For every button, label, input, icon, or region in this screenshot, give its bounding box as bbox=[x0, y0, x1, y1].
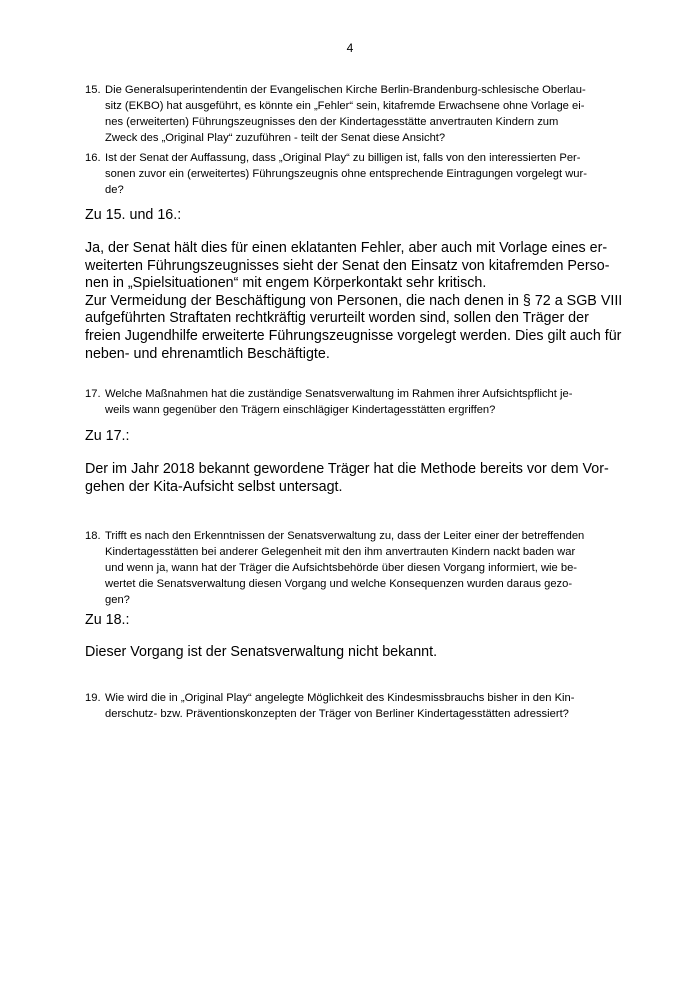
page-number: 4 bbox=[346, 41, 354, 55]
answer-line: freien Jugendhilfe erweiterte Führungszeugnisse vorgelegt werden. Dies gilt auch für bbox=[85, 328, 622, 344]
question-number: 16. bbox=[85, 152, 101, 164]
question-line: Welche Maßnahmen hat die zuständige Senatsverwaltung im Rahmen ihrer Aufsichtspflicht je- bbox=[105, 388, 573, 400]
question-line: Die Generalsuperintendentin der Evangelischen Kirche Berlin-Brandenburg-schlesische Oberlau- bbox=[105, 84, 586, 96]
answer-heading-17: Zu 17.: bbox=[85, 428, 130, 444]
question-line: sonen zuvor ein (erweitertes) Führungszeugnis ohne entsprechende Eintragungen vorgelegt wur- bbox=[105, 168, 587, 180]
question-line: und wenn ja, wann hat der Träger die Aufsichtsbehörde über diesen Vorgang informiert, wie be- bbox=[105, 562, 578, 574]
answer-line: Dieser Vorgang ist der Senatsverwaltung nicht bekannt. bbox=[85, 644, 438, 660]
question-line: wertet die Senatsverwaltung diesen Vorgang und welche Konsequenzen wurden daraus gezo- bbox=[105, 578, 573, 590]
answer-line: neben- und ehrenamtlich Beschäftigte. bbox=[85, 345, 330, 362]
question-line: Trifft es nach den Erkenntnissen der Senatsverwaltung zu, dass der Leiter einer der betreffenden bbox=[105, 530, 585, 542]
question-line: Kindertagesstätten bei anderer Gelegenheit mit den ihm anvertrauten Kindern nackt baden war bbox=[105, 546, 576, 558]
question-number: 15. bbox=[85, 84, 101, 96]
question-line: gen? bbox=[105, 594, 130, 606]
question-line: de? bbox=[105, 184, 124, 196]
question-line: Wie wird die in „Original Play“ angelegte Möglichkeit des Kindesmissbrauchs bisher in den Kin- bbox=[105, 692, 575, 704]
question-line: Zweck des „Original Play“ zuzuführen - teilt der Senat diese Ansicht? bbox=[105, 132, 446, 144]
question-line: weils wann gegenüber den Trägern einschlägiger Kindertagesstätten ergriffen? bbox=[105, 404, 496, 416]
question-line: Ist der Senat der Auffassung, dass „Original Play“ zu billigen ist, falls von den interessierten Per- bbox=[105, 152, 581, 164]
answer-heading-18: Zu 18.: bbox=[85, 612, 130, 628]
answer-line: aufgeführten Straftaten rechtkräftig verurteilt worden sind, sollen den Träger der bbox=[85, 310, 589, 327]
question-number: 19. bbox=[85, 692, 101, 704]
question-line: derschutz- bzw. Präventionskonzepten der Träger von Berliner Kindertagesstätten adressiert? bbox=[105, 708, 569, 720]
question-number: 18. bbox=[85, 530, 101, 542]
answer-line: Ja, der Senat hält dies für einen eklatanten Fehler, aber auch mit Vorlage eines er- bbox=[85, 240, 608, 256]
answer-line: Zur Vermeidung der Beschäftigung von Personen, die nach denen in § 72 a SGB VIII bbox=[85, 292, 623, 309]
answer-line: Der im Jahr 2018 bekannt gewordene Träger hat die Methode bereits vor dem Vor- bbox=[85, 461, 609, 477]
answer-heading-15-16: Zu 15. und 16.: bbox=[85, 207, 182, 223]
question-line: sitz (EKBO) hat ausgeführt, es könnte ein „Fehler“ sein, kitafremde Erwachsene ohne Vorlage ei- bbox=[105, 100, 585, 112]
answer-line: nen in „Spielsituationen“ mit engem Körperkontakt sehr kritisch. bbox=[85, 275, 487, 292]
answer-line: weiterten Führungszeugnisses sieht der Senat den Einsatz von kitafremden Perso- bbox=[85, 257, 610, 274]
answer-line: gehen der Kita-Aufsicht selbst untersagt. bbox=[85, 478, 343, 495]
question-number: 17. bbox=[85, 388, 101, 400]
question-line: nes (erweiterten) Führungszeugnisses den der Kindertagesstätte anvertrauten Kindern zum bbox=[105, 116, 559, 128]
